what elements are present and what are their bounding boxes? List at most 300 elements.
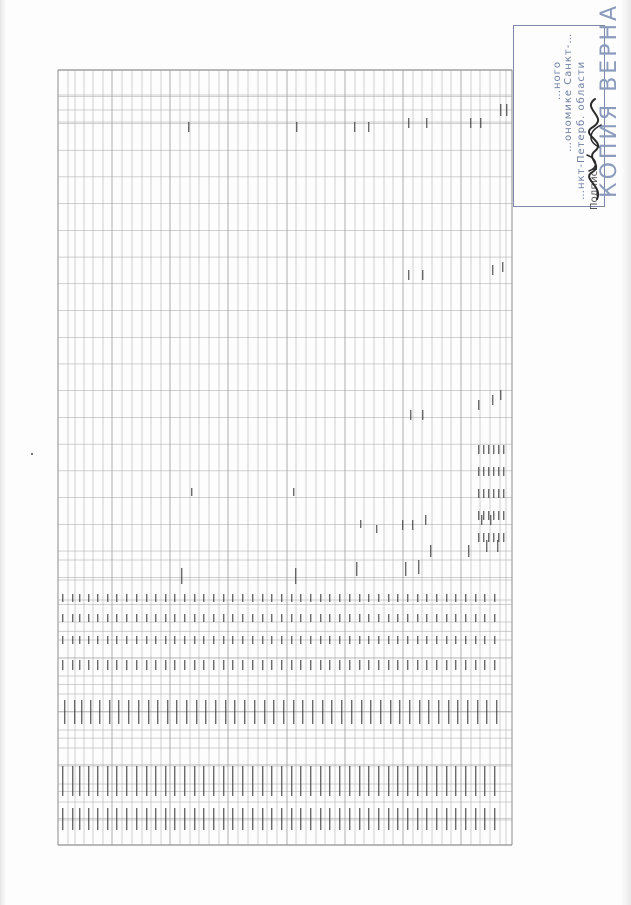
row-value-mark	[223, 594, 224, 602]
row-unit-mark	[436, 660, 437, 670]
row-desc-mark	[196, 700, 197, 724]
row-name-mark	[136, 766, 137, 796]
table-value-mark	[488, 467, 489, 476]
row-name-mark	[62, 766, 63, 796]
row-unit-mark	[300, 660, 301, 670]
row-desc-mark	[428, 700, 429, 724]
table-value-mark	[478, 467, 479, 476]
table-value-mark	[488, 511, 489, 520]
row-index-mark	[426, 808, 427, 830]
table-value-mark	[425, 515, 426, 525]
row-value-mark	[155, 594, 156, 602]
row-index-mark	[155, 808, 156, 830]
row-value-mark	[359, 594, 360, 602]
row-desc-mark	[64, 700, 65, 724]
table-value-mark	[490, 515, 491, 525]
row-value-mark	[165, 594, 166, 602]
row-value-mark	[484, 614, 485, 622]
row-value-mark	[262, 614, 263, 622]
table-value-mark	[191, 488, 192, 496]
table-value-mark	[480, 118, 481, 128]
row-value-mark	[242, 614, 243, 622]
row-unit-mark	[271, 660, 272, 670]
row-name-mark	[329, 766, 330, 796]
row-value-mark	[426, 594, 427, 602]
row-value-mark	[116, 636, 117, 644]
row-name-mark	[397, 766, 398, 796]
row-value-mark	[232, 636, 233, 644]
row-index-mark	[116, 808, 117, 830]
row-value-mark	[378, 614, 379, 622]
row-value-mark	[146, 636, 147, 644]
row-name-mark	[378, 766, 379, 796]
row-desc-mark	[399, 700, 400, 724]
table-value-mark	[498, 489, 499, 498]
row-desc-mark	[283, 700, 284, 724]
row-name-mark	[339, 766, 340, 796]
row-value-mark	[97, 594, 98, 602]
row-unit-mark	[329, 660, 330, 670]
row-value-mark	[388, 594, 389, 602]
row-unit-mark	[62, 660, 63, 670]
row-desc-mark	[312, 700, 313, 724]
table-value-mark	[506, 104, 507, 116]
table-value-mark	[360, 520, 361, 528]
row-unit-mark	[465, 660, 466, 670]
row-index-mark	[126, 808, 127, 830]
row-value-mark	[320, 636, 321, 644]
stamp-text-copy-correct: КОПИЯ ВЕРНА	[597, 2, 622, 198]
row-index-mark	[494, 808, 495, 830]
row-name-mark	[242, 766, 243, 796]
row-desc-mark	[341, 700, 342, 724]
table-value-mark	[478, 489, 479, 498]
row-value-mark	[155, 614, 156, 622]
row-index-mark	[271, 808, 272, 830]
row-value-mark	[349, 614, 350, 622]
row-index-mark	[329, 808, 330, 830]
row-desc-mark	[176, 700, 177, 724]
row-value-mark	[368, 614, 369, 622]
row-name-mark	[436, 766, 437, 796]
row-name-mark	[291, 766, 292, 796]
table-value-mark	[488, 445, 489, 454]
row-value-mark	[291, 636, 292, 644]
row-value-mark	[388, 636, 389, 644]
table-value-mark	[478, 533, 479, 542]
table-value-mark	[492, 395, 493, 405]
row-unit-mark	[88, 660, 89, 670]
row-value-mark	[271, 594, 272, 602]
row-desc-mark	[225, 700, 226, 724]
row-name-mark	[465, 766, 466, 796]
row-index-mark	[388, 808, 389, 830]
row-value-mark	[116, 594, 117, 602]
row-value-mark	[397, 594, 398, 602]
row-value-mark	[252, 636, 253, 644]
table-value-mark	[368, 122, 369, 132]
table-value-mark	[498, 533, 499, 542]
row-value-mark	[62, 636, 63, 644]
table-value-mark	[468, 545, 469, 557]
row-name-mark	[271, 766, 272, 796]
row-desc-mark	[409, 700, 410, 724]
row-value-mark	[213, 614, 214, 622]
row-desc-mark	[361, 700, 362, 724]
row-value-mark	[174, 636, 175, 644]
table-value-mark	[483, 511, 484, 520]
row-value-mark	[446, 614, 447, 622]
row-name-mark	[494, 766, 495, 796]
row-value-mark	[203, 614, 204, 622]
row-value-mark	[146, 614, 147, 622]
row-value-mark	[213, 594, 214, 602]
row-desc-mark	[205, 700, 206, 724]
row-name-mark	[252, 766, 253, 796]
row-desc-mark	[467, 700, 468, 724]
row-desc-mark	[477, 700, 478, 724]
row-value-mark	[300, 614, 301, 622]
row-name-mark	[426, 766, 427, 796]
row-value-mark	[136, 594, 137, 602]
row-value-mark	[329, 636, 330, 644]
row-desc-mark	[234, 700, 235, 724]
row-index-mark	[465, 808, 466, 830]
row-unit-mark	[397, 660, 398, 670]
table-value-mark	[470, 118, 471, 128]
table-value-mark	[430, 545, 431, 557]
row-value-mark	[359, 614, 360, 622]
row-unit-mark	[281, 660, 282, 670]
row-value-mark	[426, 636, 427, 644]
row-index-mark	[174, 808, 175, 830]
table-value-mark	[498, 467, 499, 476]
row-value-mark	[194, 614, 195, 622]
table-value-mark	[354, 122, 355, 132]
row-value-mark	[88, 636, 89, 644]
row-unit-mark	[339, 660, 340, 670]
table-value-mark	[493, 467, 494, 476]
row-unit-mark	[378, 660, 379, 670]
row-unit-mark	[213, 660, 214, 670]
row-desc-mark	[448, 700, 449, 724]
row-desc-mark	[380, 700, 381, 724]
row-value-mark	[407, 636, 408, 644]
table-value-mark	[478, 400, 479, 410]
row-value-mark	[407, 594, 408, 602]
row-name-mark	[72, 766, 73, 796]
row-index-mark	[213, 808, 214, 830]
table-value-mark	[493, 533, 494, 542]
row-unit-mark	[455, 660, 456, 670]
table-value-mark	[492, 265, 493, 275]
row-unit-mark	[475, 660, 476, 670]
row-index-mark	[310, 808, 311, 830]
row-desc-mark	[370, 700, 371, 724]
row-name-mark	[300, 766, 301, 796]
table-value-mark	[408, 270, 409, 280]
row-name-mark	[97, 766, 98, 796]
row-name-mark	[310, 766, 311, 796]
row-value-mark	[107, 614, 108, 622]
row-name-mark	[79, 766, 80, 796]
row-value-mark	[223, 614, 224, 622]
row-index-mark	[368, 808, 369, 830]
table-value-mark	[493, 445, 494, 454]
row-value-mark	[271, 636, 272, 644]
row-unit-mark	[407, 660, 408, 670]
row-name-mark	[407, 766, 408, 796]
row-desc-mark	[419, 700, 420, 724]
row-value-mark	[339, 636, 340, 644]
row-index-mark	[146, 808, 147, 830]
row-value-mark	[174, 614, 175, 622]
row-value-mark	[72, 594, 73, 602]
table-value-mark	[376, 525, 377, 533]
row-name-mark	[281, 766, 282, 796]
table-value-mark	[483, 467, 484, 476]
table-value-mark	[296, 122, 297, 132]
row-name-mark	[262, 766, 263, 796]
table-value-mark	[483, 445, 484, 454]
row-unit-mark	[262, 660, 263, 670]
table-value-mark	[478, 445, 479, 454]
row-index-mark	[242, 808, 243, 830]
row-name-mark	[388, 766, 389, 796]
row-index-mark	[320, 808, 321, 830]
row-unit-mark	[252, 660, 253, 670]
row-unit-mark	[136, 660, 137, 670]
row-index-mark	[252, 808, 253, 830]
row-index-mark	[184, 808, 185, 830]
table-value-mark	[493, 489, 494, 498]
row-value-mark	[203, 594, 204, 602]
table-value-mark	[412, 520, 413, 530]
row-value-mark	[310, 636, 311, 644]
row-value-mark	[184, 614, 185, 622]
row-unit-mark	[388, 660, 389, 670]
row-index-mark	[72, 808, 73, 830]
row-unit-mark	[242, 660, 243, 670]
row-unit-mark	[165, 660, 166, 670]
table-value-mark	[418, 560, 419, 574]
table-value-mark	[483, 489, 484, 498]
row-value-mark	[417, 614, 418, 622]
table-value-mark	[408, 118, 409, 128]
row-value-mark	[349, 636, 350, 644]
row-value-mark	[184, 636, 185, 644]
row-value-mark	[252, 614, 253, 622]
row-value-mark	[320, 614, 321, 622]
row-index-mark	[79, 808, 80, 830]
row-value-mark	[62, 614, 63, 622]
table-value-mark	[188, 122, 189, 132]
table-value-mark	[502, 262, 503, 272]
row-desc-mark	[128, 700, 129, 724]
row-value-mark	[368, 636, 369, 644]
row-value-mark	[184, 594, 185, 602]
row-desc-mark	[157, 700, 158, 724]
row-value-mark	[213, 636, 214, 644]
row-value-mark	[194, 594, 195, 602]
row-value-mark	[436, 614, 437, 622]
row-desc-mark	[351, 700, 352, 724]
row-unit-mark	[116, 660, 117, 670]
table-value-mark	[503, 511, 504, 520]
row-index-mark	[232, 808, 233, 830]
row-unit-mark	[155, 660, 156, 670]
row-value-mark	[484, 636, 485, 644]
row-unit-mark	[368, 660, 369, 670]
table-value-mark	[405, 562, 406, 576]
row-index-mark	[407, 808, 408, 830]
row-name-mark	[194, 766, 195, 796]
row-name-mark	[203, 766, 204, 796]
row-name-mark	[446, 766, 447, 796]
row-desc-mark	[167, 700, 168, 724]
row-unit-mark	[349, 660, 350, 670]
table-value-mark	[493, 511, 494, 520]
row-value-mark	[320, 594, 321, 602]
table-value-mark	[410, 410, 411, 420]
row-value-mark	[165, 614, 166, 622]
row-value-mark	[79, 636, 80, 644]
row-value-mark	[194, 636, 195, 644]
row-name-mark	[368, 766, 369, 796]
row-name-mark	[88, 766, 89, 796]
row-name-mark	[417, 766, 418, 796]
row-value-mark	[397, 614, 398, 622]
row-unit-mark	[426, 660, 427, 670]
row-index-mark	[262, 808, 263, 830]
row-unit-mark	[223, 660, 224, 670]
row-desc-mark	[390, 700, 391, 724]
row-value-mark	[165, 636, 166, 644]
row-index-mark	[97, 808, 98, 830]
row-value-mark	[455, 614, 456, 622]
row-value-mark	[455, 594, 456, 602]
row-value-mark	[475, 636, 476, 644]
row-value-mark	[232, 614, 233, 622]
row-value-mark	[88, 594, 89, 602]
row-name-mark	[146, 766, 147, 796]
table-value-mark	[426, 118, 427, 128]
row-value-mark	[262, 594, 263, 602]
row-unit-mark	[126, 660, 127, 670]
row-value-mark	[426, 614, 427, 622]
row-desc-mark	[148, 700, 149, 724]
table-value-mark	[498, 511, 499, 520]
row-index-mark	[484, 808, 485, 830]
row-unit-mark	[291, 660, 292, 670]
row-value-mark	[116, 614, 117, 622]
row-value-mark	[72, 636, 73, 644]
row-value-mark	[455, 636, 456, 644]
row-value-mark	[62, 594, 63, 602]
table-value-mark	[356, 562, 357, 576]
row-value-mark	[310, 614, 311, 622]
row-unit-mark	[174, 660, 175, 670]
scan-dust	[31, 453, 33, 455]
row-desc-mark	[264, 700, 265, 724]
row-index-mark	[281, 808, 282, 830]
row-value-mark	[359, 636, 360, 644]
row-index-mark	[378, 808, 379, 830]
row-desc-mark	[99, 700, 100, 724]
row-unit-mark	[310, 660, 311, 670]
row-unit-mark	[320, 660, 321, 670]
table-value-mark	[422, 410, 423, 420]
stamp-text-line-1: …ного	[552, 60, 563, 100]
table-value-mark	[295, 568, 296, 584]
row-desc-mark	[496, 700, 497, 724]
stamp-signature-label: Подпись	[589, 165, 600, 210]
row-value-mark	[300, 636, 301, 644]
table-value-mark	[498, 445, 499, 454]
row-value-mark	[281, 594, 282, 602]
row-index-mark	[455, 808, 456, 830]
row-value-mark	[126, 614, 127, 622]
row-value-mark	[281, 636, 282, 644]
row-value-mark	[475, 614, 476, 622]
row-value-mark	[300, 594, 301, 602]
row-value-mark	[436, 594, 437, 602]
row-index-mark	[107, 808, 108, 830]
row-desc-mark	[186, 700, 187, 724]
row-value-mark	[378, 636, 379, 644]
row-unit-mark	[494, 660, 495, 670]
row-unit-mark	[484, 660, 485, 670]
row-index-mark	[165, 808, 166, 830]
row-unit-mark	[79, 660, 80, 670]
table-value-mark	[478, 511, 479, 520]
table-value-mark	[402, 520, 403, 530]
table-value-mark	[503, 445, 504, 454]
row-value-mark	[329, 614, 330, 622]
table-value-mark	[503, 467, 504, 476]
row-unit-mark	[446, 660, 447, 670]
row-value-mark	[146, 594, 147, 602]
row-value-mark	[446, 636, 447, 644]
row-unit-mark	[359, 660, 360, 670]
row-value-mark	[155, 636, 156, 644]
row-value-mark	[107, 594, 108, 602]
row-value-mark	[174, 594, 175, 602]
row-name-mark	[107, 766, 108, 796]
row-value-mark	[494, 636, 495, 644]
row-index-mark	[446, 808, 447, 830]
row-value-mark	[262, 636, 263, 644]
row-value-mark	[417, 636, 418, 644]
row-value-mark	[368, 594, 369, 602]
row-value-mark	[407, 614, 408, 622]
row-value-mark	[484, 594, 485, 602]
row-name-mark	[232, 766, 233, 796]
row-value-mark	[232, 594, 233, 602]
row-name-mark	[116, 766, 117, 796]
row-value-mark	[242, 594, 243, 602]
row-name-mark	[213, 766, 214, 796]
table-value-mark	[503, 489, 504, 498]
row-index-mark	[417, 808, 418, 830]
row-value-mark	[465, 614, 466, 622]
row-index-mark	[88, 808, 89, 830]
row-desc-mark	[81, 700, 82, 724]
row-index-mark	[300, 808, 301, 830]
row-value-mark	[97, 636, 98, 644]
table-value-mark	[500, 390, 501, 400]
row-index-mark	[339, 808, 340, 830]
